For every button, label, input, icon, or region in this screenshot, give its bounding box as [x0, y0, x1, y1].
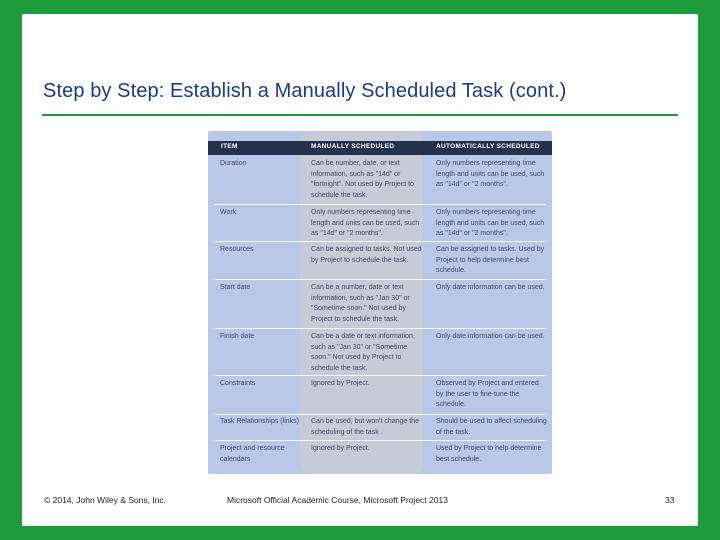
row-manual: Can be assigned to tasks. Not used by Project to schedule the task. [311, 246, 422, 264]
header-automatically-scheduled: AUTOMATICALLY SCHEDULED [436, 143, 540, 150]
row-auto: Only date information can be used. [436, 284, 545, 291]
slide-title: Step by Step: Establish a Manually Scheduled Task (cont.) [43, 80, 567, 102]
row-auto: Used by Project to help determine best schedule. [436, 445, 542, 463]
row-manual: Ignored by Project. [311, 380, 370, 387]
frame-right-border [698, 0, 720, 540]
table-row [208, 332, 552, 376]
footer-page-number: 33 [665, 495, 675, 505]
row-manual: Can be a date or text information, such as "Jan 30" or "Sometime soon." Not used by Project to schedule the task. [311, 333, 415, 372]
row-manual: Ignored by Project. [311, 445, 370, 452]
table-row [208, 245, 552, 279]
row-divider [214, 204, 546, 205]
row-divider [214, 440, 546, 441]
row-auto: Can be assigned to tasks. Used by Project to help determine best schedule. [436, 246, 545, 274]
row-divider [214, 375, 546, 376]
table-row [208, 208, 552, 242]
row-manual: Only numbers representing time length and units can be used, such as "14d" or "2 months". [311, 209, 420, 237]
row-divider [214, 414, 546, 415]
row-auto: Observed by Project and entered by the user to fine-tune the schedule. [436, 380, 539, 408]
footer-course: Microsoft Official Academic Course, Microsoft Project 2013 [227, 495, 448, 505]
table-row [208, 283, 552, 327]
row-manual: Can be used, but won't change the scheduling of the task [311, 418, 419, 436]
header-item: ITEM [221, 143, 238, 150]
row-item: Project and resource calendars [220, 445, 285, 463]
frame-top-border [0, 0, 720, 14]
row-divider [214, 328, 546, 329]
row-divider [214, 279, 546, 280]
title-divider [42, 114, 678, 116]
footer-copyright: © 2014, John Wiley & Sons, Inc. [44, 495, 167, 505]
table-row [208, 379, 552, 413]
row-auto: Should be used to affect scheduling of the task. [436, 418, 547, 436]
row-manual: Can be number, date, or text information, such as "14d" or "fortnight". Not used by Project to schedule the task. [311, 160, 415, 199]
table-row [208, 159, 552, 203]
row-item: Work [220, 209, 237, 216]
row-item: Start date [220, 284, 251, 291]
row-auto: Only numbers representing time length and units can be used, such as "14d" or "2 months". [436, 160, 545, 188]
row-item: Duration [220, 160, 247, 167]
frame-bottom-border [0, 526, 720, 540]
row-auto: Only date information can be used. [436, 333, 545, 340]
header-manually-scheduled: MANUALLY SCHEDULED [311, 143, 395, 150]
row-auto: Only numbers representing time length and units can be used, such as "14d" or "2 months". [436, 209, 545, 237]
table-row [208, 417, 552, 441]
table-header [208, 141, 552, 155]
row-item: Finish date [220, 333, 255, 340]
row-item: Resources [220, 246, 254, 253]
row-item: Constraints [220, 380, 256, 387]
row-divider [214, 241, 546, 242]
comparison-table [208, 131, 552, 474]
table-row [208, 444, 552, 468]
row-manual: Can be a number, date or text information, such as "Jan 30" or "Sometime soon." Not used by Project to schedule the task. [311, 284, 410, 323]
frame-left-border [0, 0, 22, 540]
row-item: Task Relationships (links) [220, 418, 299, 425]
